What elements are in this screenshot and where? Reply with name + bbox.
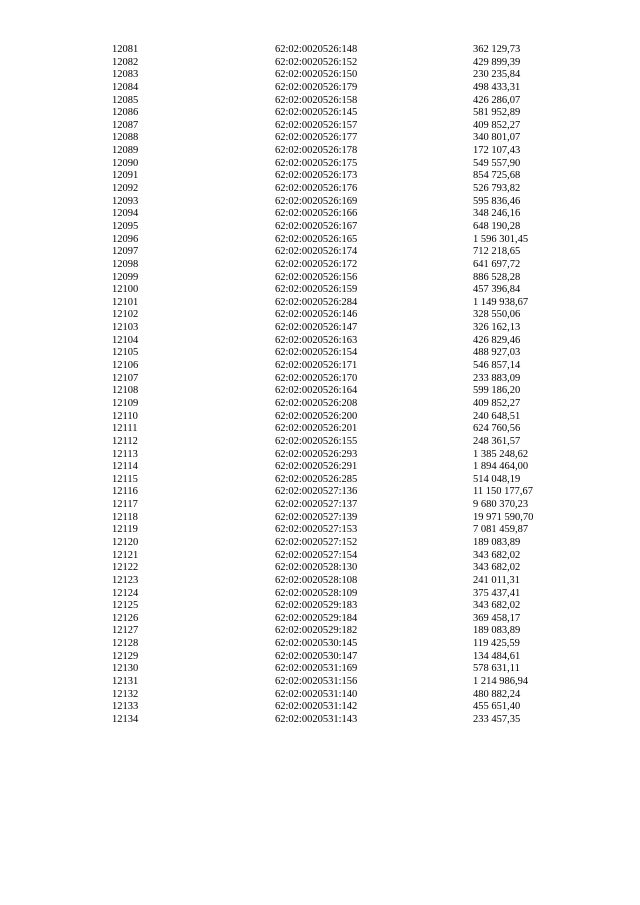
table-row: [0, 524, 640, 537]
cadastral-number: 62:02:0020526:169: [275, 195, 358, 207]
cadastral-number: 62:02:0020526:163: [275, 334, 358, 346]
value-amount: 348 246,16: [473, 208, 521, 220]
cadastral-number: 62:02:0020526:178: [275, 145, 358, 157]
row-number: 12117: [112, 499, 138, 511]
row-number: 12118: [112, 511, 138, 523]
row-number: 12103: [112, 322, 139, 334]
table-row: [0, 385, 640, 398]
table-row: [0, 575, 640, 588]
row-number: 12120: [112, 536, 139, 548]
value-amount: 426 286,07: [473, 94, 521, 106]
value-amount: 233 883,09: [473, 372, 521, 384]
value-amount: 526 793,82: [473, 183, 521, 195]
row-number: 12109: [112, 397, 139, 409]
row-number: 12090: [112, 157, 139, 169]
cadastral-number: 62:02:0020526:175: [275, 157, 358, 169]
cadastral-number: 62:02:0020526:293: [275, 448, 358, 460]
table-row: [0, 132, 640, 145]
cadastral-number: 62:02:0020526:147: [275, 322, 358, 334]
cadastral-number: 62:02:0020526:285: [275, 473, 358, 485]
table-row: [0, 449, 640, 462]
cadastral-number: 62:02:0020526:172: [275, 258, 358, 270]
cadastral-number: 62:02:0020526:150: [275, 69, 358, 81]
table-row: [0, 196, 640, 209]
row-number: 12081: [112, 44, 139, 55]
row-number: 12099: [112, 271, 139, 283]
table-row: [0, 259, 640, 272]
row-number: 12093: [112, 195, 139, 207]
cadastral-number: 62:02:0020529:183: [275, 600, 358, 612]
value-amount: 455 651,40: [473, 701, 521, 713]
value-amount: 488 927,03: [473, 347, 521, 359]
value-amount: 343 682,02: [473, 549, 521, 561]
row-number: 12133: [112, 701, 139, 713]
value-amount: 648 190,28: [473, 220, 521, 232]
table-row: [0, 663, 640, 676]
cadastral-number: 62:02:0020526:166: [275, 208, 358, 220]
row-number: 12087: [112, 119, 139, 131]
cadastral-number: 62:02:0020526:157: [275, 119, 358, 131]
cadastral-number: 62:02:0020530:145: [275, 638, 358, 650]
cadastral-number: 62:02:0020526:148: [275, 44, 358, 55]
cadastral-number: 62:02:0020531:142: [275, 701, 358, 713]
row-number: 12110: [112, 410, 138, 422]
row-number: 12095: [112, 220, 139, 232]
table-row: [0, 170, 640, 183]
cadastral-number: 62:02:0020526:165: [275, 233, 358, 245]
cadastral-number: 62:02:0020527:136: [275, 486, 358, 498]
value-amount: 581 952,89: [473, 107, 521, 119]
cadastral-number: 62:02:0020526:171: [275, 360, 358, 372]
value-amount: 546 857,14: [473, 360, 521, 372]
cadastral-number: 62:02:0020526:177: [275, 132, 358, 144]
cadastral-number: 62:02:0020528:130: [275, 562, 358, 574]
table-row: [0, 221, 640, 234]
cadastral-number: 62:02:0020527:139: [275, 511, 358, 523]
cadastral-number: 62:02:0020526:208: [275, 397, 358, 409]
value-amount: 233 457,35: [473, 713, 521, 725]
table-row: [0, 183, 640, 196]
table-row: [0, 69, 640, 82]
row-number: 12096: [112, 233, 139, 245]
cadastral-number: 62:02:0020526:155: [275, 435, 358, 447]
value-amount: 172 107,43: [473, 145, 521, 157]
table-row: [0, 373, 640, 386]
row-number: 12104: [112, 334, 139, 346]
cadastral-number: 62:02:0020531:140: [275, 688, 358, 700]
table-row: [0, 474, 640, 487]
value-amount: 409 852,27: [473, 119, 521, 131]
row-number: 12128: [112, 638, 139, 650]
table-row: [0, 436, 640, 449]
value-amount: 328 550,06: [473, 309, 521, 321]
value-amount: 578 631,11: [473, 663, 520, 675]
table-row: [0, 588, 640, 601]
row-number: 12129: [112, 650, 139, 662]
row-number: 12132: [112, 688, 139, 700]
table-row: [0, 95, 640, 108]
table-row: [0, 537, 640, 550]
table-row: [0, 246, 640, 259]
cadastral-number: 62:02:0020527:154: [275, 549, 358, 561]
row-number: 12124: [112, 587, 139, 599]
table-row: [0, 625, 640, 638]
cadastral-number: 62:02:0020526:176: [275, 183, 358, 195]
value-amount: 369 458,17: [473, 612, 521, 624]
table-row: [0, 701, 640, 714]
row-number: 12127: [112, 625, 139, 637]
table-row: [0, 499, 640, 512]
row-number: 12116: [112, 486, 138, 498]
value-amount: 134 484,61: [473, 650, 521, 662]
row-number: 12131: [112, 676, 139, 688]
value-amount: 1 596 301,45: [473, 233, 529, 245]
table-row: [0, 322, 640, 335]
table-row: [0, 486, 640, 499]
value-amount: 429 899,39: [473, 56, 521, 68]
table-row: [0, 335, 640, 348]
value-amount: 7 081 459,87: [473, 524, 529, 536]
row-number: 12094: [112, 208, 139, 220]
row-number: 12107: [112, 372, 139, 384]
row-number: 12091: [112, 170, 139, 182]
table-row: [0, 284, 640, 297]
cadastral-number: 62:02:0020526:164: [275, 385, 358, 397]
row-number: 12082: [112, 56, 139, 68]
row-number: 12112: [112, 435, 138, 447]
row-number: 12092: [112, 183, 139, 195]
cadastral-number: 62:02:0020526:173: [275, 170, 358, 182]
value-amount: 240 648,51: [473, 410, 521, 422]
row-number: 12125: [112, 600, 139, 612]
cadastral-number: 62:02:0020526:146: [275, 309, 358, 321]
cadastral-number: 62:02:0020526:179: [275, 81, 358, 93]
row-number: 12119: [112, 524, 138, 536]
cadastral-number: 62:02:0020526:284: [275, 296, 358, 308]
table-row: [0, 44, 640, 57]
table-row: [0, 309, 640, 322]
value-amount: 1 149 938,67: [473, 296, 529, 308]
data-table: [0, 44, 640, 727]
value-amount: 375 437,41: [473, 587, 521, 599]
cadastral-number: 62:02:0020531:143: [275, 713, 358, 725]
row-number: 12105: [112, 347, 139, 359]
row-number: 12134: [112, 713, 139, 725]
cadastral-number: 62:02:0020526:158: [275, 94, 358, 106]
value-amount: 1 385 248,62: [473, 448, 529, 460]
cadastral-number: 62:02:0020526:201: [275, 423, 358, 435]
row-number: 12113: [112, 448, 138, 460]
value-amount: 340 801,07: [473, 132, 521, 144]
cadastral-number: 62:02:0020529:184: [275, 612, 358, 624]
value-amount: 480 882,24: [473, 688, 521, 700]
table-row: [0, 120, 640, 133]
value-amount: 1 214 986,94: [473, 676, 529, 688]
table-row: [0, 600, 640, 613]
table-row: [0, 423, 640, 436]
table-row: [0, 208, 640, 221]
table-row: [0, 107, 640, 120]
value-amount: 886 528,28: [473, 271, 521, 283]
row-number: 12126: [112, 612, 139, 624]
table-row: [0, 234, 640, 247]
value-amount: 599 186,20: [473, 385, 521, 397]
table-row: [0, 562, 640, 575]
cadastral-number: 62:02:0020526:145: [275, 107, 358, 119]
row-number: 12123: [112, 574, 139, 586]
row-number: 12121: [112, 549, 139, 561]
row-number: 12101: [112, 296, 139, 308]
value-amount: 19 971 590,70: [473, 511, 534, 523]
cadastral-number: 62:02:0020526:170: [275, 372, 358, 384]
value-amount: 189 083,89: [473, 536, 521, 548]
row-number: 12114: [112, 461, 138, 473]
cadastral-number: 62:02:0020526:200: [275, 410, 358, 422]
row-number: 12111: [112, 423, 138, 435]
table-row: [0, 347, 640, 360]
row-number: 12115: [112, 473, 138, 485]
value-amount: 362 129,73: [473, 44, 521, 55]
row-number: 12088: [112, 132, 139, 144]
cadastral-number: 62:02:0020531:169: [275, 663, 358, 675]
row-number: 12102: [112, 309, 139, 321]
value-amount: 9 680 370,23: [473, 499, 529, 511]
row-number: 12100: [112, 284, 139, 296]
table-row: [0, 158, 640, 171]
cadastral-number: 62:02:0020526:156: [275, 271, 358, 283]
row-number: 12086: [112, 107, 139, 119]
row-number: 12083: [112, 69, 139, 81]
value-amount: 119 425,59: [473, 638, 520, 650]
value-amount: 326 162,13: [473, 322, 521, 334]
table-row: [0, 82, 640, 95]
cadastral-number: 62:02:0020527:152: [275, 536, 358, 548]
table-row: [0, 398, 640, 411]
row-number: 12097: [112, 246, 139, 258]
value-amount: 498 433,31: [473, 81, 521, 93]
table-row: [0, 512, 640, 525]
cadastral-number: 62:02:0020526:159: [275, 284, 358, 296]
cadastral-number: 62:02:0020527:153: [275, 524, 358, 536]
row-number: 12085: [112, 94, 139, 106]
cadastral-number: 62:02:0020530:147: [275, 650, 358, 662]
cadastral-number: 62:02:0020528:109: [275, 587, 358, 599]
value-amount: 343 682,02: [473, 562, 521, 574]
cadastral-number: 62:02:0020526:154: [275, 347, 358, 359]
row-number: 12122: [112, 562, 139, 574]
table-row: [0, 714, 640, 727]
table-row: [0, 550, 640, 563]
value-amount: 854 725,68: [473, 170, 521, 182]
row-number: 12089: [112, 145, 139, 157]
cadastral-number: 62:02:0020529:182: [275, 625, 358, 637]
row-number: 12106: [112, 360, 139, 372]
cadastral-number: 62:02:0020526:291: [275, 461, 358, 473]
cadastral-number: 62:02:0020526:174: [275, 246, 358, 258]
cadastral-number: 62:02:0020526:167: [275, 220, 358, 232]
table-row: [0, 272, 640, 285]
value-amount: 712 218,65: [473, 246, 521, 258]
value-amount: 624 760,56: [473, 423, 521, 435]
table-row: [0, 651, 640, 664]
table-row: [0, 613, 640, 626]
row-number: 12130: [112, 663, 139, 675]
value-amount: 189 083,89: [473, 625, 521, 637]
table-row: [0, 297, 640, 310]
value-amount: 514 048,19: [473, 473, 521, 485]
value-amount: 595 836,46: [473, 195, 521, 207]
row-number: 12108: [112, 385, 139, 397]
table-row: [0, 57, 640, 70]
table-row: [0, 689, 640, 702]
cadastral-number: 62:02:0020527:137: [275, 499, 358, 511]
value-amount: 11 150 177,67: [473, 486, 533, 498]
value-amount: 409 852,27: [473, 397, 521, 409]
cadastral-number: 62:02:0020531:156: [275, 676, 358, 688]
row-number: 12084: [112, 81, 139, 93]
table-row: [0, 676, 640, 689]
table-row: [0, 411, 640, 424]
value-amount: 457 396,84: [473, 284, 521, 296]
value-amount: 549 557,90: [473, 157, 521, 169]
value-amount: 1 894 464,00: [473, 461, 529, 473]
table-row: [0, 638, 640, 651]
table-row: [0, 461, 640, 474]
cadastral-number: 62:02:0020528:108: [275, 574, 358, 586]
cadastral-number: 62:02:0020526:152: [275, 56, 358, 68]
value-amount: 641 697,72: [473, 258, 521, 270]
row-number: 12098: [112, 258, 139, 270]
table-row: [0, 360, 640, 373]
value-amount: 343 682,02: [473, 600, 521, 612]
value-amount: 248 361,57: [473, 435, 521, 447]
value-amount: 426 829,46: [473, 334, 521, 346]
value-amount: 241 011,31: [473, 574, 520, 586]
value-amount: 230 235,84: [473, 69, 521, 81]
table-row: [0, 145, 640, 158]
